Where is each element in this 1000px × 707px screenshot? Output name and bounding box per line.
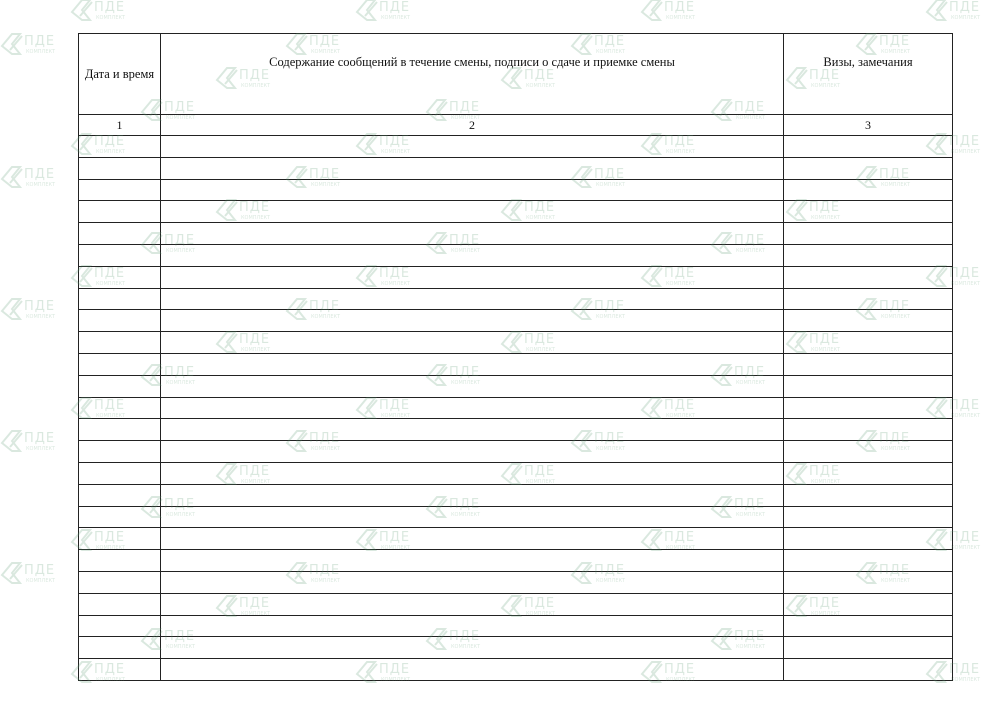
svg-text:ПДЕ: ПДЕ	[809, 596, 841, 611]
svg-text:ПДЕ: ПДЕ	[879, 167, 911, 182]
visa-cell	[784, 615, 953, 637]
svg-text:КОМПЛЕКТ: КОМПЛЕКТ	[736, 644, 766, 650]
svg-text:ПДЕ: ПДЕ	[664, 0, 696, 15]
svg-text:ПДЕ: ПДЕ	[809, 464, 841, 479]
visa-cell	[784, 179, 953, 201]
svg-text:ПДЕ: ПДЕ	[524, 332, 556, 347]
visa-cell	[784, 441, 953, 463]
date-cell	[79, 659, 161, 681]
content-cell	[161, 179, 784, 201]
svg-text:ПДЕ: ПДЕ	[164, 233, 196, 248]
svg-text:КОМПЛЕКТ: КОМПЛЕКТ	[881, 49, 911, 55]
svg-text:ПДЕ: ПДЕ	[949, 662, 981, 677]
watermark-logo	[0, 295, 66, 323]
date-cell	[79, 353, 161, 375]
svg-text:КОМПЛЕКТ: КОМПЛЕКТ	[596, 182, 626, 188]
svg-text:КОМПЛЕКТ: КОМПЛЕКТ	[951, 677, 981, 683]
svg-text:ПДЕ: ПДЕ	[449, 100, 481, 115]
svg-text:КОМПЛЕКТ: КОМПЛЕКТ	[311, 49, 341, 55]
date-cell	[79, 397, 161, 419]
visa-cell	[784, 462, 953, 484]
date-cell	[79, 288, 161, 310]
visa-cell	[784, 223, 953, 245]
watermark-logo	[0, 427, 66, 455]
content-cell	[161, 506, 784, 528]
date-cell	[79, 332, 161, 354]
svg-text:КОМПЛЕКТ: КОМПЛЕКТ	[451, 115, 481, 121]
svg-text:ПДЕ: ПДЕ	[24, 431, 56, 446]
header-content: Содержание сообщений в течение смены, подписи о сдаче и приемке смены	[161, 34, 784, 115]
svg-text:КОМПЛЕКТ: КОМПЛЕКТ	[526, 479, 556, 485]
svg-text:ПДЕ: ПДЕ	[309, 563, 341, 578]
svg-text:ПДЕ: ПДЕ	[164, 365, 196, 380]
svg-text:ПДЕ: ПДЕ	[94, 662, 126, 677]
table-row	[79, 528, 953, 550]
content-cell	[161, 223, 784, 245]
content-cell	[161, 419, 784, 441]
content-cell	[161, 593, 784, 615]
table-row	[79, 659, 953, 681]
svg-text:КОМПЛЕКТ: КОМПЛЕКТ	[166, 248, 196, 254]
svg-text:ПДЕ: ПДЕ	[734, 497, 766, 512]
svg-text:ПДЕ: ПДЕ	[524, 464, 556, 479]
svg-text:КОМПЛЕКТ: КОМПЛЕКТ	[881, 446, 911, 452]
svg-text:КОМПЛЕКТ: КОМПЛЕКТ	[451, 248, 481, 254]
svg-text:КОМПЛЕКТ: КОМПЛЕКТ	[381, 149, 411, 155]
svg-text:КОМПЛЕКТ: КОМПЛЕКТ	[951, 545, 981, 551]
date-cell	[79, 615, 161, 637]
date-cell	[79, 375, 161, 397]
content-cell	[161, 310, 784, 332]
date-cell	[79, 223, 161, 245]
svg-text:ПДЕ: ПДЕ	[309, 431, 341, 446]
svg-text:КОМПЛЕКТ: КОМПЛЕКТ	[666, 281, 696, 287]
content-cell	[161, 201, 784, 223]
svg-text:ПДЕ: ПДЕ	[664, 134, 696, 149]
svg-text:КОМПЛЕКТ: КОМПЛЕКТ	[811, 479, 841, 485]
svg-text:КОМПЛЕКТ: КОМПЛЕКТ	[241, 611, 271, 617]
svg-text:ПДЕ: ПДЕ	[879, 299, 911, 314]
svg-text:КОМПЛЕКТ: КОМПЛЕКТ	[881, 314, 911, 320]
table-body	[79, 136, 953, 681]
svg-text:ПДЕ: ПДЕ	[24, 34, 56, 49]
table-row	[79, 136, 953, 158]
svg-text:КОМПЛЕКТ: КОМПЛЕКТ	[451, 644, 481, 650]
date-cell	[79, 266, 161, 288]
svg-text:КОМПЛЕКТ: КОМПЛЕКТ	[596, 446, 626, 452]
svg-text:ПДЕ: ПДЕ	[809, 332, 841, 347]
svg-text:ПДЕ: ПДЕ	[734, 233, 766, 248]
table-row	[79, 550, 953, 572]
watermark-logo	[0, 30, 66, 58]
visa-cell	[784, 550, 953, 572]
svg-text:ПДЕ: ПДЕ	[594, 167, 626, 182]
svg-text:ПДЕ: ПДЕ	[594, 431, 626, 446]
svg-text:ПДЕ: ПДЕ	[94, 266, 126, 281]
table-row	[79, 615, 953, 637]
content-cell	[161, 157, 784, 179]
visa-cell	[784, 375, 953, 397]
svg-text:КОМПЛЕКТ: КОМПЛЕКТ	[26, 578, 56, 584]
svg-text:ПДЕ: ПДЕ	[664, 398, 696, 413]
svg-text:ПДЕ: ПДЕ	[239, 464, 271, 479]
svg-text:КОМПЛЕКТ: КОМПЛЕКТ	[166, 380, 196, 386]
svg-text:ПДЕ: ПДЕ	[379, 266, 411, 281]
table-row	[79, 506, 953, 528]
content-cell	[161, 571, 784, 593]
svg-text:ПДЕ: ПДЕ	[94, 134, 126, 149]
svg-text:КОМПЛЕКТ: КОМПЛЕКТ	[241, 215, 271, 221]
svg-text:ПДЕ: ПДЕ	[449, 497, 481, 512]
svg-text:ПДЕ: ПДЕ	[24, 299, 56, 314]
table-row	[79, 637, 953, 659]
date-cell	[79, 419, 161, 441]
watermark-logo	[0, 163, 66, 191]
svg-text:ПДЕ: ПДЕ	[879, 431, 911, 446]
date-cell	[79, 528, 161, 550]
date-cell	[79, 441, 161, 463]
svg-text:КОМПЛЕКТ: КОМПЛЕКТ	[96, 413, 126, 419]
date-cell	[79, 244, 161, 266]
visa-cell	[784, 310, 953, 332]
svg-text:КОМПЛЕКТ: КОМПЛЕКТ	[96, 677, 126, 683]
header-date-time: Дата и время	[79, 34, 161, 115]
svg-text:КОМПЛЕКТ: КОМПЛЕКТ	[526, 215, 556, 221]
svg-text:КОМПЛЕКТ: КОМПЛЕКТ	[26, 446, 56, 452]
content-cell	[161, 332, 784, 354]
svg-text:ПДЕ: ПДЕ	[664, 662, 696, 677]
svg-text:КОМПЛЕКТ: КОМПЛЕКТ	[736, 115, 766, 121]
svg-text:ПДЕ: ПДЕ	[309, 299, 341, 314]
date-cell	[79, 179, 161, 201]
date-cell	[79, 462, 161, 484]
svg-text:КОМПЛЕКТ: КОМПЛЕКТ	[381, 15, 411, 21]
visa-cell	[784, 332, 953, 354]
column-number-1: 1	[79, 115, 161, 136]
svg-text:КОМПЛЕКТ: КОМПЛЕКТ	[381, 281, 411, 287]
svg-text:ПДЕ: ПДЕ	[239, 332, 271, 347]
date-cell	[79, 506, 161, 528]
date-cell	[79, 571, 161, 593]
table-row	[79, 288, 953, 310]
svg-text:КОМПЛЕКТ: КОМПЛЕКТ	[26, 182, 56, 188]
shift-log-table	[78, 33, 953, 681]
visa-cell	[784, 244, 953, 266]
column-number-3: 3	[784, 115, 953, 136]
svg-text:ПДЕ: ПДЕ	[309, 167, 341, 182]
content-cell	[161, 659, 784, 681]
svg-text:ПДЕ: ПДЕ	[524, 68, 556, 83]
svg-text:ПДЕ: ПДЕ	[309, 34, 341, 49]
date-cell	[79, 310, 161, 332]
svg-text:ПДЕ: ПДЕ	[164, 629, 196, 644]
svg-text:КОМПЛЕКТ: КОМПЛЕКТ	[311, 314, 341, 320]
svg-text:КОМПЛЕКТ: КОМПЛЕКТ	[736, 512, 766, 518]
table-row	[79, 223, 953, 245]
table-row	[79, 179, 953, 201]
svg-text:ПДЕ: ПДЕ	[449, 629, 481, 644]
svg-text:КОМПЛЕКТ: КОМПЛЕКТ	[526, 347, 556, 353]
svg-text:ПДЕ: ПДЕ	[239, 68, 271, 83]
date-cell	[79, 157, 161, 179]
svg-text:КОМПЛЕКТ: КОМПЛЕКТ	[881, 182, 911, 188]
table-row	[79, 571, 953, 593]
column-number-row	[79, 115, 953, 136]
svg-text:КОМПЛЕКТ: КОМПЛЕКТ	[526, 611, 556, 617]
table-row	[79, 332, 953, 354]
watermark-logo	[925, 0, 991, 24]
watermark-logo	[0, 559, 66, 587]
svg-text:ПДЕ: ПДЕ	[379, 398, 411, 413]
svg-text:КОМПЛЕКТ: КОМПЛЕКТ	[666, 545, 696, 551]
svg-text:ПДЕ: ПДЕ	[949, 398, 981, 413]
svg-text:ПДЕ: ПДЕ	[949, 266, 981, 281]
content-cell	[161, 550, 784, 572]
svg-text:КОМПЛЕКТ: КОМПЛЕКТ	[666, 677, 696, 683]
svg-text:КОМПЛЕКТ: КОМПЛЕКТ	[166, 512, 196, 518]
table-row	[79, 419, 953, 441]
visa-cell	[784, 157, 953, 179]
svg-text:КОМПЛЕКТ: КОМПЛЕКТ	[596, 578, 626, 584]
svg-text:КОМПЛЕКТ: КОМПЛЕКТ	[166, 115, 196, 121]
visa-cell	[784, 637, 953, 659]
svg-text:ПДЕ: ПДЕ	[734, 629, 766, 644]
table-row	[79, 244, 953, 266]
svg-text:КОМПЛЕКТ: КОМПЛЕКТ	[96, 15, 126, 21]
svg-text:ПДЕ: ПДЕ	[809, 68, 841, 83]
svg-text:КОМПЛЕКТ: КОМПЛЕКТ	[96, 149, 126, 155]
svg-text:КОМПЛЕКТ: КОМПЛЕКТ	[811, 611, 841, 617]
svg-text:КОМПЛЕКТ: КОМПЛЕКТ	[451, 512, 481, 518]
content-cell	[161, 266, 784, 288]
visa-cell	[784, 659, 953, 681]
watermark-logo	[355, 0, 421, 24]
svg-text:КОМПЛЕКТ: КОМПЛЕКТ	[951, 413, 981, 419]
svg-text:КОМПЛЕКТ: КОМПЛЕКТ	[381, 413, 411, 419]
visa-cell	[784, 528, 953, 550]
svg-text:ПДЕ: ПДЕ	[949, 0, 981, 15]
svg-text:ПДЕ: ПДЕ	[94, 398, 126, 413]
visa-cell	[784, 201, 953, 223]
svg-text:ПДЕ: ПДЕ	[949, 134, 981, 149]
svg-text:ПДЕ: ПДЕ	[379, 134, 411, 149]
svg-text:ПДЕ: ПДЕ	[24, 563, 56, 578]
svg-text:ПДЕ: ПДЕ	[164, 100, 196, 115]
svg-text:КОМПЛЕКТ: КОМПЛЕКТ	[951, 149, 981, 155]
svg-text:КОМПЛЕКТ: КОМПЛЕКТ	[96, 545, 126, 551]
svg-text:ПДЕ: ПДЕ	[594, 299, 626, 314]
content-cell	[161, 353, 784, 375]
svg-text:КОМПЛЕКТ: КОМПЛЕКТ	[811, 347, 841, 353]
svg-text:ПДЕ: ПДЕ	[94, 530, 126, 545]
svg-text:ПДЕ: ПДЕ	[879, 563, 911, 578]
date-cell	[79, 550, 161, 572]
svg-text:ПДЕ: ПДЕ	[949, 530, 981, 545]
svg-text:КОМПЛЕКТ: КОМПЛЕКТ	[526, 83, 556, 89]
visa-cell	[784, 397, 953, 419]
content-cell	[161, 288, 784, 310]
watermark-logo	[70, 0, 136, 24]
svg-text:КОМПЛЕКТ: КОМПЛЕКТ	[596, 314, 626, 320]
watermark-logo	[640, 0, 706, 24]
svg-text:КОМПЛЕКТ: КОМПЛЕКТ	[881, 578, 911, 584]
svg-text:ПДЕ: ПДЕ	[164, 497, 196, 512]
content-cell	[161, 484, 784, 506]
svg-text:КОМПЛЕКТ: КОМПЛЕКТ	[951, 281, 981, 287]
svg-text:ПДЕ: ПДЕ	[524, 596, 556, 611]
svg-text:КОМПЛЕКТ: КОМПЛЕКТ	[811, 215, 841, 221]
svg-text:ПДЕ: ПДЕ	[809, 200, 841, 215]
header-visas: Визы, замечания	[784, 34, 953, 115]
visa-cell	[784, 136, 953, 158]
date-cell	[79, 484, 161, 506]
svg-text:КОМПЛЕКТ: КОМПЛЕКТ	[311, 182, 341, 188]
date-cell	[79, 593, 161, 615]
table-row	[79, 266, 953, 288]
svg-text:ПДЕ: ПДЕ	[379, 0, 411, 15]
svg-text:ПДЕ: ПДЕ	[449, 365, 481, 380]
table-row	[79, 201, 953, 223]
column-number-2: 2	[161, 115, 784, 136]
svg-text:ПДЕ: ПДЕ	[94, 0, 126, 15]
svg-text:ПДЕ: ПДЕ	[379, 530, 411, 545]
svg-text:ПДЕ: ПДЕ	[664, 530, 696, 545]
svg-text:КОМПЛЕКТ: КОМПЛЕКТ	[951, 15, 981, 21]
table-row	[79, 375, 953, 397]
svg-text:ПДЕ: ПДЕ	[239, 200, 271, 215]
content-cell	[161, 397, 784, 419]
visa-cell	[784, 593, 953, 615]
content-cell	[161, 244, 784, 266]
svg-text:ПДЕ: ПДЕ	[24, 167, 56, 182]
content-cell	[161, 637, 784, 659]
content-cell	[161, 136, 784, 158]
table-row	[79, 441, 953, 463]
svg-text:КОМПЛЕКТ: КОМПЛЕКТ	[241, 347, 271, 353]
svg-text:КОМПЛЕКТ: КОМПЛЕКТ	[96, 281, 126, 287]
date-cell	[79, 637, 161, 659]
svg-text:КОМПЛЕКТ: КОМПЛЕКТ	[311, 446, 341, 452]
visa-cell	[784, 266, 953, 288]
visa-cell	[784, 506, 953, 528]
content-cell	[161, 441, 784, 463]
svg-text:КОМПЛЕКТ: КОМПЛЕКТ	[381, 677, 411, 683]
table-row	[79, 484, 953, 506]
svg-text:ПДЕ: ПДЕ	[594, 563, 626, 578]
svg-text:ПДЕ: ПДЕ	[449, 233, 481, 248]
svg-text:ПДЕ: ПДЕ	[239, 596, 271, 611]
svg-text:ПДЕ: ПДЕ	[734, 365, 766, 380]
svg-text:ПДЕ: ПДЕ	[594, 34, 626, 49]
visa-cell	[784, 571, 953, 593]
svg-text:КОМПЛЕКТ: КОМПЛЕКТ	[736, 380, 766, 386]
svg-text:ПДЕ: ПДЕ	[379, 662, 411, 677]
svg-text:КОМПЛЕКТ: КОМПЛЕКТ	[26, 49, 56, 55]
svg-text:КОМПЛЕКТ: КОМПЛЕКТ	[311, 578, 341, 584]
svg-text:КОМПЛЕКТ: КОМПЛЕКТ	[736, 248, 766, 254]
date-cell	[79, 136, 161, 158]
visa-cell	[784, 288, 953, 310]
table-row	[79, 462, 953, 484]
svg-text:КОМПЛЕКТ: КОМПЛЕКТ	[26, 314, 56, 320]
svg-text:КОМПЛЕКТ: КОМПЛЕКТ	[451, 380, 481, 386]
svg-text:ПДЕ: ПДЕ	[734, 100, 766, 115]
svg-text:ПДЕ: ПДЕ	[524, 200, 556, 215]
content-cell	[161, 615, 784, 637]
visa-cell	[784, 353, 953, 375]
table-row	[79, 157, 953, 179]
svg-text:КОМПЛЕКТ: КОМПЛЕКТ	[666, 413, 696, 419]
svg-text:КОМПЛЕКТ: КОМПЛЕКТ	[166, 644, 196, 650]
content-cell	[161, 375, 784, 397]
svg-text:КОМПЛЕКТ: КОМПЛЕКТ	[811, 83, 841, 89]
svg-text:ПДЕ: ПДЕ	[879, 34, 911, 49]
svg-text:КОМПЛЕКТ: КОМПЛЕКТ	[596, 49, 626, 55]
svg-text:КОМПЛЕКТ: КОМПЛЕКТ	[241, 83, 271, 89]
svg-text:КОМПЛЕКТ: КОМПЛЕКТ	[666, 15, 696, 21]
table-header-row	[79, 34, 953, 115]
table-row	[79, 593, 953, 615]
svg-text:КОМПЛЕКТ: КОМПЛЕКТ	[241, 479, 271, 485]
table-row	[79, 310, 953, 332]
content-cell	[161, 462, 784, 484]
table-row	[79, 353, 953, 375]
svg-text:КОМПЛЕКТ: КОМПЛЕКТ	[666, 149, 696, 155]
table-row	[79, 397, 953, 419]
svg-text:ПДЕ: ПДЕ	[664, 266, 696, 281]
content-cell	[161, 528, 784, 550]
visa-cell	[784, 419, 953, 441]
visa-cell	[784, 484, 953, 506]
date-cell	[79, 201, 161, 223]
svg-text:КОМПЛЕКТ: КОМПЛЕКТ	[381, 545, 411, 551]
